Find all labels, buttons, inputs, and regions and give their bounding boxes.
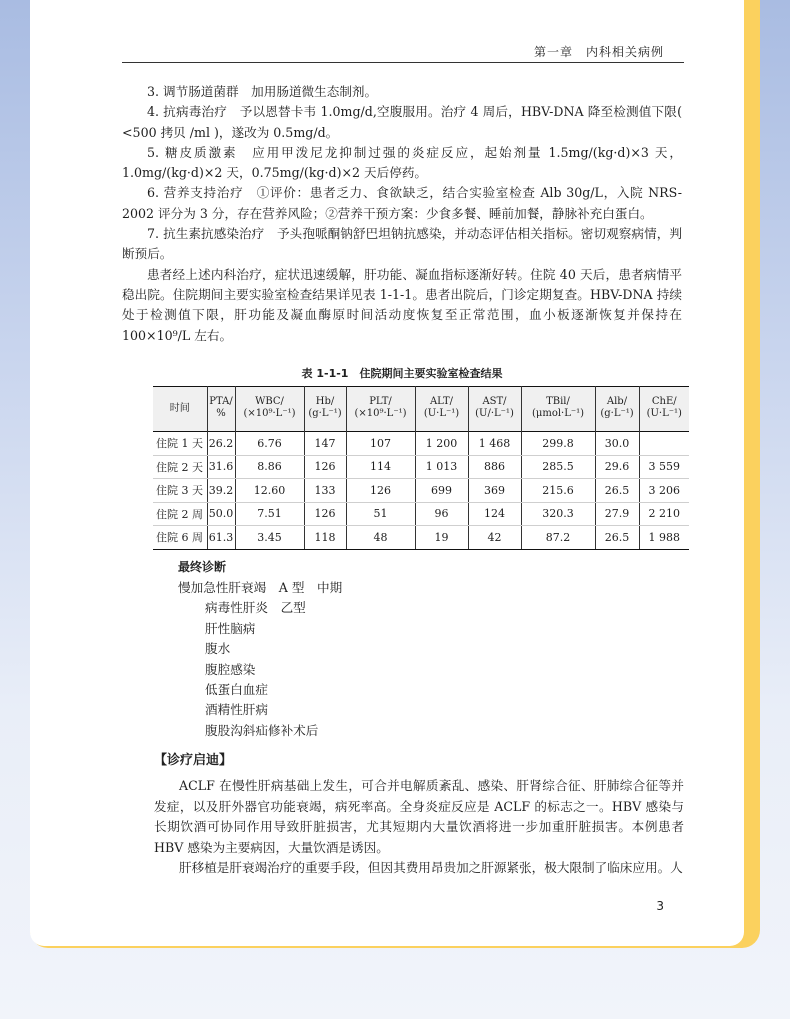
- diagnosis-item: 低蛋白血症: [205, 682, 268, 698]
- table-cell: 147: [304, 432, 346, 456]
- lab-results-table: [153, 386, 689, 550]
- table-cell: 1 013: [415, 455, 468, 479]
- table-cell: 299.8: [521, 432, 595, 456]
- table-cell: 42: [468, 526, 521, 550]
- column-unit: (U·L⁻¹): [639, 407, 689, 432]
- column-header: Alb/: [595, 387, 639, 408]
- column-unit: (×10⁹·L⁻¹): [235, 407, 304, 432]
- table-row: [153, 502, 689, 526]
- table-cell: 114: [346, 455, 415, 479]
- insight-heading: 【诊疗启迪】: [154, 753, 233, 768]
- table-cell: 50.0: [207, 502, 235, 526]
- table-cell: 126: [346, 479, 415, 503]
- table-cell: 19: [415, 526, 468, 550]
- insight-text: [154, 776, 684, 879]
- row-label: 住院 2 天: [153, 455, 207, 479]
- column-header: WBC/: [235, 387, 304, 408]
- table-cell: 1 468: [468, 432, 521, 456]
- table-cell: 39.2: [207, 479, 235, 503]
- table-cell: 124: [468, 502, 521, 526]
- table-cell: 26.5: [595, 526, 639, 550]
- diagnosis-item: 腹股沟斜疝修补术后: [205, 722, 319, 738]
- table-body: [153, 432, 689, 550]
- table-cell: 6.76: [235, 432, 304, 456]
- table-cell: 29.6: [595, 455, 639, 479]
- column-header: AST/: [468, 387, 521, 408]
- column-header: Hb/: [304, 387, 346, 408]
- diagnosis-main: 慢加急性肝衰竭 A 型 中期: [178, 580, 343, 595]
- table-row: [153, 526, 689, 550]
- diagnosis-item: 腹水: [205, 641, 231, 657]
- paragraph: ACLF 在慢性肝病基础上发生，可合并电解质紊乱、感染、肝肾综合征、肝肺综合征等并发症，以及肝外器官功能衰竭，病死率高。全身炎症反应是 ACLF 的标志之一。HBV 感染与长期饮酒可协同作用导致肝脏损害，尤其短期内大量饮酒将进一步加重肝脏损害。本例患者 HBV 感染为主要病因，大量饮酒是诱因。: [154, 778, 684, 855]
- table-cell: 3 206: [639, 479, 689, 503]
- table-cell: 27.9: [595, 502, 639, 526]
- column-header: ALT/: [415, 387, 468, 408]
- table-cell: 107: [346, 432, 415, 456]
- diagnosis-list: [178, 578, 342, 741]
- table-cell: 3.45: [235, 526, 304, 550]
- table-cell: 30.0: [595, 432, 639, 456]
- paragraph: 7. 抗生素抗感染治疗 予头孢哌酮钠舒巴坦钠抗感染，并动态评估相关指标。密切观察病情，判断预后。: [122, 226, 682, 262]
- paragraph: 5. 糖皮质激素 应用甲泼尼龙抑制过强的炎症反应，起始剂量 1.5mg/(kg·d)×3 天，1.0mg/(kg·d)×2 天，0.75mg/(kg·d)×2 天后停药。: [122, 144, 682, 181]
- diagnosis-item: 病毒性肝炎 乙型: [205, 600, 306, 616]
- table-cell: 51: [346, 502, 415, 526]
- table-cell: 699: [415, 479, 468, 503]
- column-unit: (g·L⁻¹): [595, 407, 639, 432]
- table-cell: 285.5: [521, 455, 595, 479]
- paragraph: 患者经上述内科治疗，症状迅速缓解，肝功能、凝血指标逐渐好转。住院 40 天后，患者病情平稳出院。住院期间主要实验室检查结果详见表 1-1-1。患者出院后，门诊定期复查。HBV-DNA 持续处于检测值下限，肝功能及凝血酶原时间活动度恢复至正常范围，血小板逐渐恢复并保持在 100×10⁹/L 左右。: [122, 266, 682, 343]
- column-unit: (μmol·L⁻¹): [521, 407, 595, 432]
- table-cell: 61.3: [207, 526, 235, 550]
- column-unit: %: [207, 407, 235, 432]
- column-unit: (g·L⁻¹): [304, 407, 346, 432]
- table-cell: 48: [346, 526, 415, 550]
- page-number: 3: [656, 899, 664, 913]
- table-cell: 7.51: [235, 502, 304, 526]
- column-header: PTA/: [207, 387, 235, 408]
- table-row: [153, 479, 689, 503]
- table-cell: 96: [415, 502, 468, 526]
- table-cell: 1 988: [639, 526, 689, 550]
- diagnosis-title: 最终诊断: [178, 560, 227, 574]
- table-cell: 3 559: [639, 455, 689, 479]
- diagnosis-item: 酒精性肝病: [205, 702, 268, 718]
- diagnosis-item: 腹腔感染: [205, 661, 256, 677]
- column-header: 时间: [153, 387, 207, 432]
- row-label: 住院 2 周: [153, 502, 207, 526]
- table-cell: 87.2: [521, 526, 595, 550]
- table-cell: [639, 432, 689, 456]
- column-unit: (U·L⁻¹): [415, 407, 468, 432]
- column-header: ChE/: [639, 387, 689, 408]
- column-unit: (U/·L⁻¹): [468, 407, 521, 432]
- table-cell: 126: [304, 455, 346, 479]
- table-cell: 215.6: [521, 479, 595, 503]
- diagnosis-item: 肝性脑病: [205, 620, 256, 636]
- table-cell: 12.60: [235, 479, 304, 503]
- header-rule: [122, 62, 684, 63]
- book-page: [30, 0, 744, 946]
- paragraph: 6. 营养支持治疗 ①评价：患者乏力、食欲缺乏，结合实验室检查 Alb 30g/L，入院 NRS-2002 评分为 3 分，存在营养风险；②营养干预方案：少食多餐、睡前加餐，静脉补充白蛋白。: [122, 185, 682, 221]
- column-header: PLT/: [346, 387, 415, 408]
- row-label: 住院 3 天: [153, 479, 207, 503]
- table-cell: 118: [304, 526, 346, 550]
- table-cell: 320.3: [521, 502, 595, 526]
- column-unit: (×10⁹·L⁻¹): [346, 407, 415, 432]
- running-head: 第一章 内科相关病例: [533, 45, 664, 59]
- column-header: TBil/: [521, 387, 595, 408]
- table-cell: 26.5: [595, 479, 639, 503]
- table-cell: 2 210: [639, 502, 689, 526]
- table-caption: 表 1-1-1 住院期间主要实验室检查结果: [301, 367, 503, 380]
- table-cell: 126: [304, 502, 346, 526]
- paragraph: 4. 抗病毒治疗 予以恩替卡韦 1.0mg/d,空腹服用。治疗 4 周后，HBV-DNA 降至检测值下限( <500 拷贝 /ml )，遂改为 0.5mg/d。: [122, 104, 682, 140]
- table-cell: 886: [468, 455, 521, 479]
- table-cell: 31.6: [207, 455, 235, 479]
- table-cell: 133: [304, 479, 346, 503]
- table-header: [153, 387, 689, 432]
- table-cell: 1 200: [415, 432, 468, 456]
- paragraph: 3. 调节肠道菌群 加用肠道微生态制剂。: [147, 84, 378, 99]
- row-label: 住院 6 周: [153, 526, 207, 550]
- table-cell: 369: [468, 479, 521, 503]
- table-row: [153, 455, 689, 479]
- row-label: 住院 1 天: [153, 432, 207, 456]
- table-cell: 8.86: [235, 455, 304, 479]
- table-cell: 26.2: [207, 432, 235, 456]
- table-row: [153, 432, 689, 456]
- paragraph: 肝移植是肝衰竭治疗的重要手段，但因其费用昂贵加之肝源紧张，极大限制了临床应用。人: [179, 860, 683, 876]
- treatment-text: [122, 82, 682, 346]
